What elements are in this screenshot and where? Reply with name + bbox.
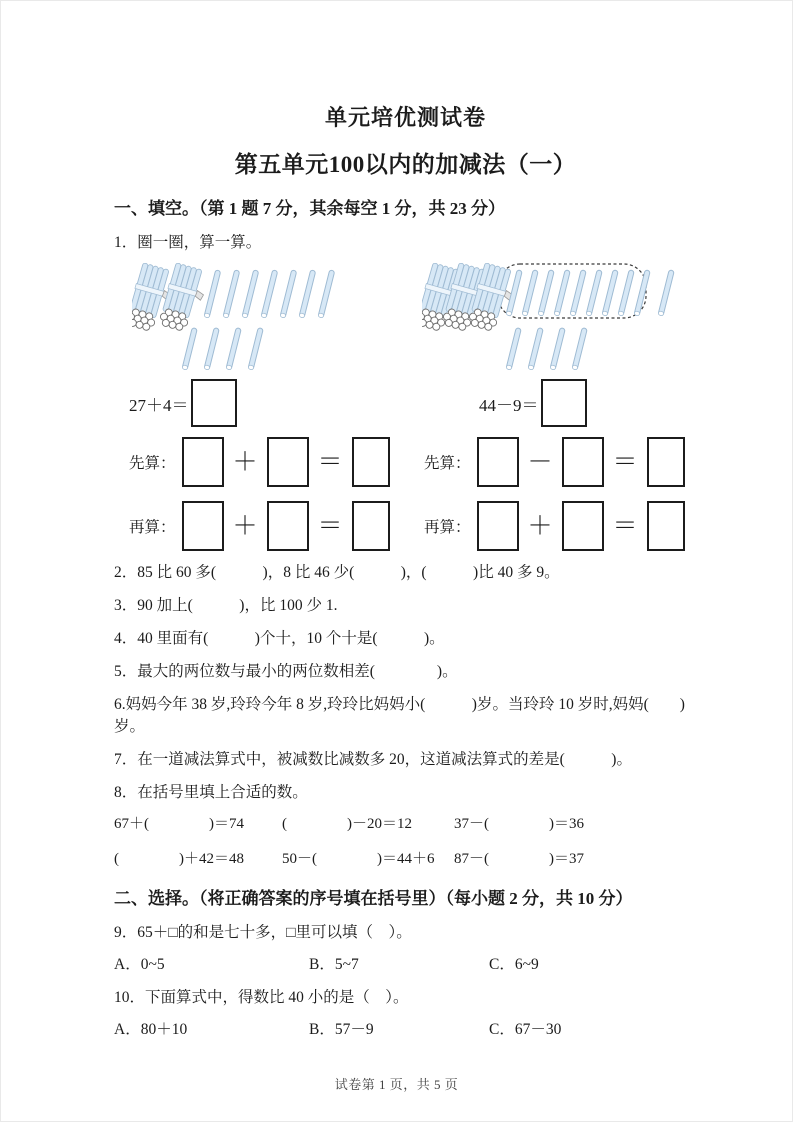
first-step-label: 先算： [129,455,176,472]
sticks-figure-left [132,263,342,375]
operator-equals: ＝ [612,448,638,476]
second-step-label: 再算： [129,519,176,536]
expression-left-text: 27＋4＝ [129,395,189,415]
answer-box [267,501,309,551]
operator-plus: ＋ [232,448,258,476]
answer-box [647,437,685,487]
answer-box [352,437,390,487]
question-3: 3．90 加上( )，比 100 少 1. [114,597,338,614]
second-step-right [424,501,685,551]
question-8-equation-grid [114,812,697,871]
fill-equation: 37－( )＝36 [454,816,584,832]
option-a: A．80＋10 [114,1021,188,1038]
fill-equation: ( )＋42＝48 [114,851,244,867]
answer-box [267,437,309,487]
expression-right-text: 44－9＝ [479,395,539,415]
option-c: C．67－30 [489,1021,562,1038]
first-step-label: 先算： [424,455,471,472]
second-step-left [129,501,424,551]
operator-equals: ＝ [317,448,343,476]
answer-box [647,501,685,551]
fill-equation: 87－( )＝37 [454,851,584,867]
question-5: 5．最大的两位数与最小的两位数相差( )。 [114,663,458,680]
page-footer: 试卷第 1 页，共 5 页 [334,1077,459,1092]
fill-equation: 50－( )＝44＋6 [282,851,435,867]
answer-box [182,437,224,487]
question-8-prompt: 8．在括号里填上合适的数。 [114,784,308,801]
second-step-label: 再算： [424,519,471,536]
question-7: 7．在一道减法算式中，被减数比减数多 20，这道减法算式的差是( )。 [114,751,632,768]
fill-equation: ( )－20＝12 [282,816,412,832]
answer-box [541,379,587,427]
operator-equals: ＝ [612,512,638,540]
option-c: C．6~9 [489,956,539,973]
section-2-heading: 二、选择。（将正确答案的序号填在括号里）（每小题 2 分，共 10 分） [114,889,633,908]
answer-box [562,501,604,551]
question-4: 4．40 里面有( )个十，10 个十是( )。 [114,630,445,647]
answer-box [191,379,237,427]
option-a: A．0~5 [114,956,165,973]
question-1-prompt: 1．圈一圈，算一算。 [114,234,262,251]
operator-equals: ＝ [317,512,343,540]
question-10-prompt: 10．下面算式中，得数比 40 小的是（ ）。 [114,989,409,1006]
expression-right [424,379,587,427]
option-b: B．57－9 [309,1021,374,1038]
fill-equation: 67＋( )＝74 [114,816,244,832]
operator-plus: ＋ [232,512,258,540]
question-1-expression-row [129,380,697,426]
question-9-prompt: 9．65＋□的和是七十多，□里可以填（ ）。 [114,924,412,941]
question-10-options [114,1018,697,1041]
question-1-figures [132,263,697,375]
expression-left [129,379,424,427]
operator-plus: ＋ [527,512,553,540]
option-b: B．5~7 [309,956,359,973]
page-title: 单元培优测试卷 [324,105,486,130]
question-1-second-step-row [129,502,697,550]
question-1-first-step-row [129,438,697,486]
sticks-figure-right [422,263,694,375]
answer-box [562,437,604,487]
question-9-options [114,953,697,976]
first-step-left [129,437,424,487]
section-1-heading: 一、填空。（第 1 题 7 分，其余每空 1 分，共 23 分） [114,199,505,218]
figure-gap [342,263,422,375]
answer-box [352,501,390,551]
question-6: 6.妈妈今年 38 岁,玲玲今年 8 岁,玲玲比妈妈小( )岁。当玲玲 10 岁时,妈妈( )岁。 [114,696,685,735]
first-step-right [424,437,685,487]
answer-box [182,501,224,551]
question-2: 2．85 比 60 多( )，8 比 46 少( )，( )比 40 多 9。 [114,564,560,581]
operator-minus: － [527,448,553,476]
page-subtitle: 第五单元100以内的加减法（一） [234,152,577,177]
answer-box [477,437,519,487]
answer-box [477,501,519,551]
